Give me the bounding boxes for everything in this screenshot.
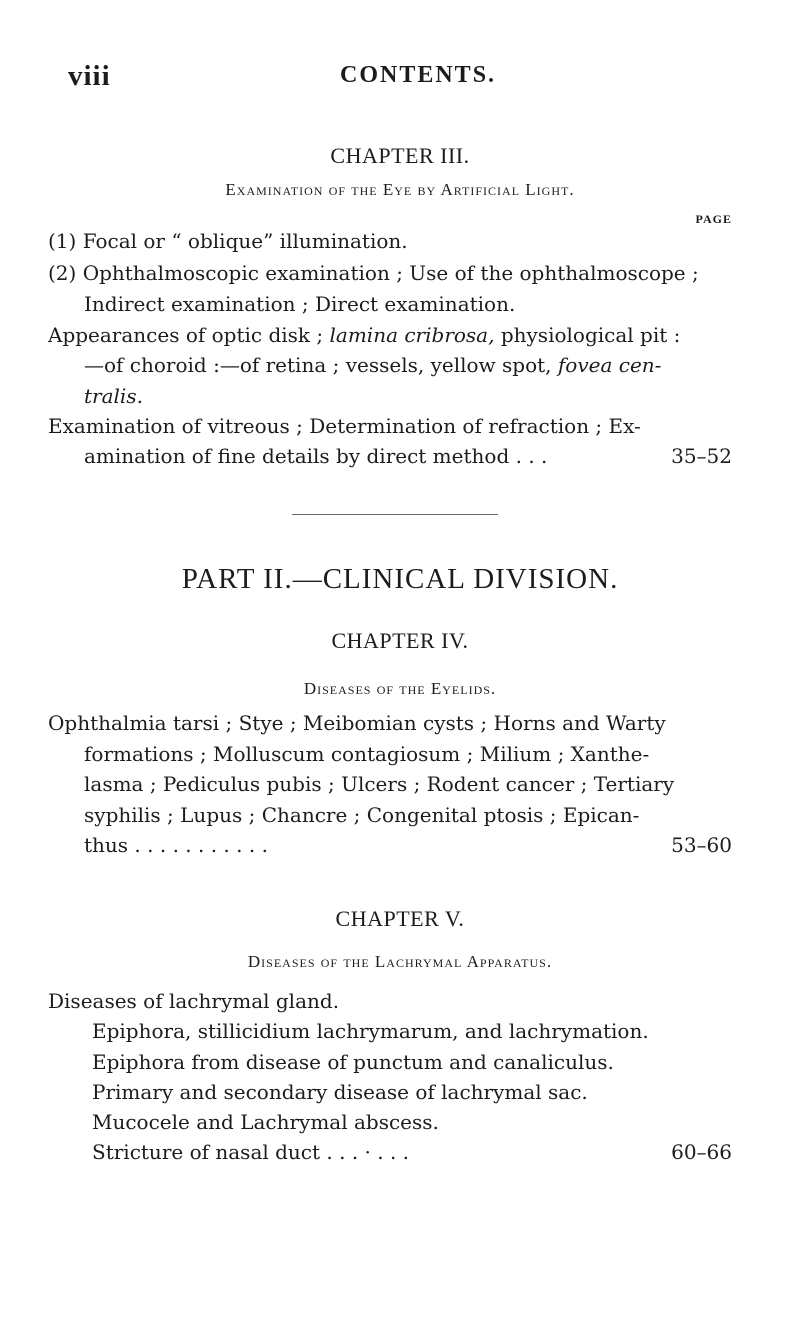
contents-line: formations ; Molluscum contagiosum ; Milium ; Xanthe- <box>84 742 650 766</box>
chapter-4-heading: CHAPTER IV. <box>331 628 469 653</box>
contents-line: (2) Ophthalmoscopic examination ; Use of the ophthalmoscope ; <box>48 261 699 285</box>
contents-line: syphilis ; Lupus ; Chancre ; Congenital ptosis ; Epican- <box>84 803 640 827</box>
contents-line: Examination of vitreous ; Determination of refraction ; Ex- <box>48 414 641 438</box>
contents-line: thus . . . . . . . . . . . <box>84 833 268 857</box>
part-heading: PART II.—CLINICAL DIVISION. <box>181 563 619 595</box>
chapter-4-subheading: Diseases of the Eyelids. <box>303 679 497 698</box>
contents-line: Stricture of nasal duct . . . · . . . <box>92 1140 410 1164</box>
contents-line: Epiphora, stillicidium lachrymarum, and lachrymation. <box>92 1019 649 1043</box>
contents-line: amination of fine details by direct method . . . <box>84 444 548 468</box>
contents-line: Primary and secondary disease of lachrymal sac. <box>92 1080 588 1104</box>
contents-line: Diseases of lachrymal gland. <box>48 989 340 1013</box>
page-range: 53–60 <box>671 833 732 857</box>
contents-line: tralis. <box>84 384 143 408</box>
page-range: 35–52 <box>671 444 732 468</box>
chapter-3-subheading: Examination of the Eye by Artificial Light. <box>225 180 575 199</box>
section-divider <box>292 514 498 515</box>
chapter-5-heading: CHAPTER V. <box>335 906 465 931</box>
contents-line: —of choroid :—of retina ; vessels, yellow spot, fovea cen- <box>84 353 662 377</box>
page-number-roman: viii <box>68 60 111 92</box>
running-head <box>0 60 800 100</box>
contents-line: (1) Focal or “ oblique” illumination. <box>48 229 408 253</box>
contents-line: lasma ; Pediculus pubis ; Ulcers ; Rodent cancer ; Tertiary <box>84 772 675 796</box>
chapter-5-subheading: Diseases of the Lachrymal Apparatus. <box>247 952 553 971</box>
page-range: 60–66 <box>671 1140 732 1164</box>
contents-line: Epiphora from disease of punctum and canaliculus. <box>92 1050 614 1074</box>
page-column-label: PAGE <box>695 212 732 226</box>
contents-line: Mucocele and Lachrymal abscess. <box>92 1110 439 1134</box>
contents-line: Indirect examination ; Direct examination. <box>84 292 516 316</box>
chapter-3-heading: CHAPTER III. <box>330 143 470 168</box>
contents-line: Appearances of optic disk ; lamina cribrosa, physiological pit : <box>48 323 681 347</box>
running-title: CONTENTS. <box>340 62 497 88</box>
contents-line: Ophthalmia tarsi ; Stye ; Meibomian cysts ; Horns and Warty <box>48 711 666 735</box>
